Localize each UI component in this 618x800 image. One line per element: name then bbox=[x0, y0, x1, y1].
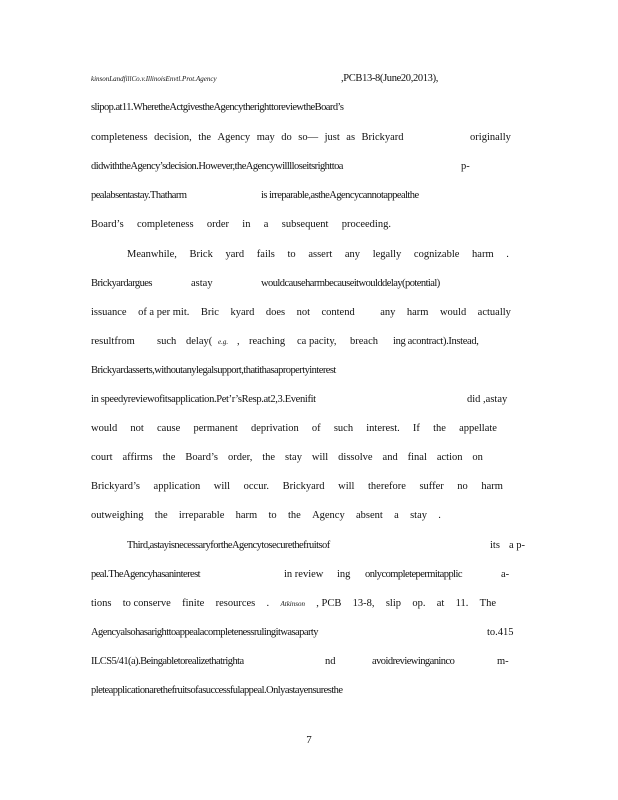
word: completeness bbox=[136, 219, 194, 230]
word: Board’s bbox=[185, 452, 219, 463]
word: order, bbox=[227, 452, 253, 463]
word: appellate bbox=[459, 423, 497, 434]
word: fails bbox=[256, 249, 275, 260]
text-line bbox=[91, 100, 511, 116]
line-text: Agencyalsohasarighttoappealacompletenessrulingitwasaparty bbox=[91, 627, 318, 638]
text-line bbox=[91, 567, 511, 583]
word: any bbox=[344, 249, 361, 260]
hyphen-fragment: a p- bbox=[509, 540, 526, 551]
hyphen-fragment: m- bbox=[497, 656, 509, 667]
word: ing bbox=[337, 569, 351, 580]
word: such bbox=[157, 336, 177, 347]
text-line bbox=[91, 392, 511, 408]
word: no bbox=[457, 481, 468, 492]
word: . bbox=[266, 598, 270, 609]
text-line bbox=[91, 538, 526, 554]
text-line bbox=[91, 305, 511, 321]
word: the bbox=[162, 452, 176, 463]
word: resultfrom bbox=[91, 336, 135, 347]
word: court bbox=[91, 452, 113, 463]
word: do bbox=[281, 132, 292, 143]
eg-italic: e.g. bbox=[218, 338, 229, 346]
text-line bbox=[91, 596, 496, 612]
text-line bbox=[91, 334, 511, 350]
word: final bbox=[407, 452, 427, 463]
word: . bbox=[506, 249, 509, 260]
word: occur. bbox=[243, 481, 270, 492]
word: decision, bbox=[154, 132, 192, 143]
word: therefore bbox=[368, 481, 406, 492]
word: interest. bbox=[366, 423, 400, 434]
word: originally bbox=[470, 132, 511, 143]
word: stay bbox=[285, 452, 302, 463]
word: action bbox=[436, 452, 463, 463]
word: harm bbox=[472, 249, 494, 260]
word: harm bbox=[406, 307, 429, 318]
word: will bbox=[338, 481, 355, 492]
word: not bbox=[296, 307, 310, 318]
word: Bric bbox=[200, 307, 219, 318]
word: kyard bbox=[230, 307, 255, 318]
word: any bbox=[380, 307, 396, 318]
word: would bbox=[91, 423, 118, 434]
line-text: ILCS5/41(a).Beingabletorealizethatrighta bbox=[91, 656, 244, 667]
word: Brickyard bbox=[361, 132, 404, 143]
text-line bbox=[91, 654, 511, 670]
word: cognizable bbox=[413, 249, 460, 260]
word: harm bbox=[481, 481, 503, 492]
word: a bbox=[263, 219, 269, 230]
word: so— bbox=[298, 132, 319, 143]
word: dissolve bbox=[338, 452, 373, 463]
word: contend bbox=[321, 307, 355, 318]
word: affirms bbox=[122, 452, 153, 463]
word: tions bbox=[91, 598, 112, 609]
word: application bbox=[153, 481, 201, 492]
line-text: in speedyreviewofitsapplication.Pet’r’sResp.at2,3.Evenifit bbox=[91, 394, 316, 405]
word: op. bbox=[412, 598, 426, 609]
word: just bbox=[324, 132, 340, 143]
word: The bbox=[479, 598, 496, 609]
text-line bbox=[91, 625, 514, 641]
word: breach bbox=[350, 336, 378, 347]
word: at bbox=[436, 598, 445, 609]
word: in bbox=[242, 219, 251, 230]
word: astay bbox=[191, 278, 213, 289]
line-text: didwiththeAgency’sdecision.However,theAgencywilllloseitsrighttoa bbox=[91, 161, 343, 172]
word: slip bbox=[385, 598, 402, 609]
word: legally bbox=[372, 249, 402, 260]
word: of bbox=[311, 423, 321, 434]
word: will bbox=[213, 481, 231, 492]
word: to conserve bbox=[122, 598, 171, 609]
citation-text: ,PCB13-8(June20,2013), bbox=[341, 73, 439, 84]
word: finite bbox=[182, 598, 205, 609]
word: Meanwhile, bbox=[127, 249, 177, 260]
word: , bbox=[237, 336, 240, 347]
word: a bbox=[394, 510, 399, 521]
word: nd bbox=[325, 656, 336, 667]
word: Agency bbox=[217, 132, 251, 143]
word: the bbox=[198, 132, 212, 143]
word: order bbox=[206, 219, 229, 230]
text-line bbox=[91, 188, 511, 204]
word: resources bbox=[215, 598, 256, 609]
line-text: pleteapplicationarethefruitsofasuccessfulappeal.Onlyastayensuresthe bbox=[91, 685, 343, 696]
word: the bbox=[262, 452, 276, 463]
line-text: Brickyardasserts,withoutanylegalsupport,thatithasapropertyinterest bbox=[91, 365, 336, 376]
hyphen-fragment: a- bbox=[501, 569, 510, 580]
word: will bbox=[311, 452, 329, 463]
word: assert bbox=[308, 249, 333, 260]
word: in review bbox=[284, 569, 324, 580]
word: actually bbox=[477, 307, 511, 318]
line-text: slipop.at11.WheretheActgivestheAgencytherighttoreviewtheBoard’s bbox=[91, 102, 344, 113]
word: If bbox=[412, 423, 420, 434]
word: , PCB bbox=[316, 598, 342, 609]
word: Agency bbox=[312, 510, 345, 521]
word: Brickyard bbox=[282, 481, 325, 492]
page-number: 7 bbox=[306, 734, 312, 746]
word: harm bbox=[235, 510, 258, 521]
word: irreparable bbox=[178, 510, 225, 521]
word: the bbox=[287, 510, 301, 521]
hyphen-fragment: p- bbox=[461, 161, 470, 172]
word: to bbox=[268, 510, 277, 521]
word: of a per mit. bbox=[138, 307, 190, 318]
word: the bbox=[154, 510, 168, 521]
word: may bbox=[256, 132, 275, 143]
text-line bbox=[91, 421, 497, 437]
word: outweighing bbox=[91, 510, 144, 521]
word: suffer bbox=[419, 481, 444, 492]
word: and bbox=[382, 452, 398, 463]
text-line bbox=[91, 130, 511, 146]
word: subsequent bbox=[281, 219, 329, 230]
word: reaching bbox=[249, 336, 286, 347]
line-text: peal.TheAgencyhasaninterest bbox=[91, 569, 201, 580]
word: yard bbox=[225, 249, 245, 260]
word: not bbox=[130, 423, 144, 434]
text-line bbox=[91, 508, 441, 524]
word: the bbox=[433, 423, 446, 434]
word: as bbox=[346, 132, 356, 143]
text-line bbox=[91, 450, 483, 466]
text-line bbox=[91, 217, 391, 233]
word: delay( bbox=[186, 336, 213, 347]
word: to.415 bbox=[487, 627, 514, 638]
text-line bbox=[91, 159, 511, 175]
word: permanent bbox=[193, 423, 238, 434]
word: . bbox=[438, 510, 441, 521]
word: issuance bbox=[91, 307, 127, 318]
word: Board’s bbox=[91, 219, 124, 230]
word: 13-8, bbox=[352, 598, 375, 609]
line-text: pealabsentastay.Thatharm bbox=[91, 190, 187, 201]
word: such bbox=[333, 423, 354, 434]
case-name-italic: Atkinson bbox=[280, 600, 305, 608]
word: ing acontract).Instead, bbox=[393, 336, 479, 347]
word: does bbox=[265, 307, 286, 318]
word: Brickyard’s bbox=[91, 481, 140, 492]
line-text: onlycompletepermitapplic bbox=[365, 569, 463, 580]
text-line bbox=[91, 363, 511, 379]
word: deprivation bbox=[250, 423, 299, 434]
text-line bbox=[91, 71, 511, 87]
word: on bbox=[472, 452, 483, 463]
text-line bbox=[127, 247, 509, 263]
word: stay bbox=[410, 510, 427, 521]
word: to bbox=[287, 249, 296, 260]
word: absent bbox=[356, 510, 383, 521]
word: did ,astay bbox=[467, 394, 508, 405]
line-text: avoidreviewinganinco bbox=[372, 656, 455, 667]
word: Brick bbox=[189, 249, 213, 260]
word: ca pacity, bbox=[297, 336, 337, 347]
word: 11. bbox=[455, 598, 469, 609]
word: Brickyardargues bbox=[91, 278, 152, 289]
text-line bbox=[91, 479, 503, 495]
word: proceeding. bbox=[341, 219, 391, 230]
word: its bbox=[490, 540, 500, 551]
word: completeness bbox=[91, 132, 148, 143]
text-line bbox=[91, 683, 511, 699]
text-line bbox=[91, 276, 511, 292]
word: would bbox=[439, 307, 467, 318]
word: cause bbox=[156, 423, 181, 434]
line-text: is irreparable,astheAgencycannotappealthe bbox=[261, 190, 419, 201]
line-text: Third,astayisnecessaryfortheAgencytosecurethefruitsof bbox=[127, 540, 330, 551]
line-text: wouldcauseharmbecauseitwoulddelay(potential) bbox=[261, 278, 440, 289]
case-citation-italic: kinsonLandfillCo.v.IllinoisEnvtl.Prot.Agency bbox=[91, 75, 217, 83]
